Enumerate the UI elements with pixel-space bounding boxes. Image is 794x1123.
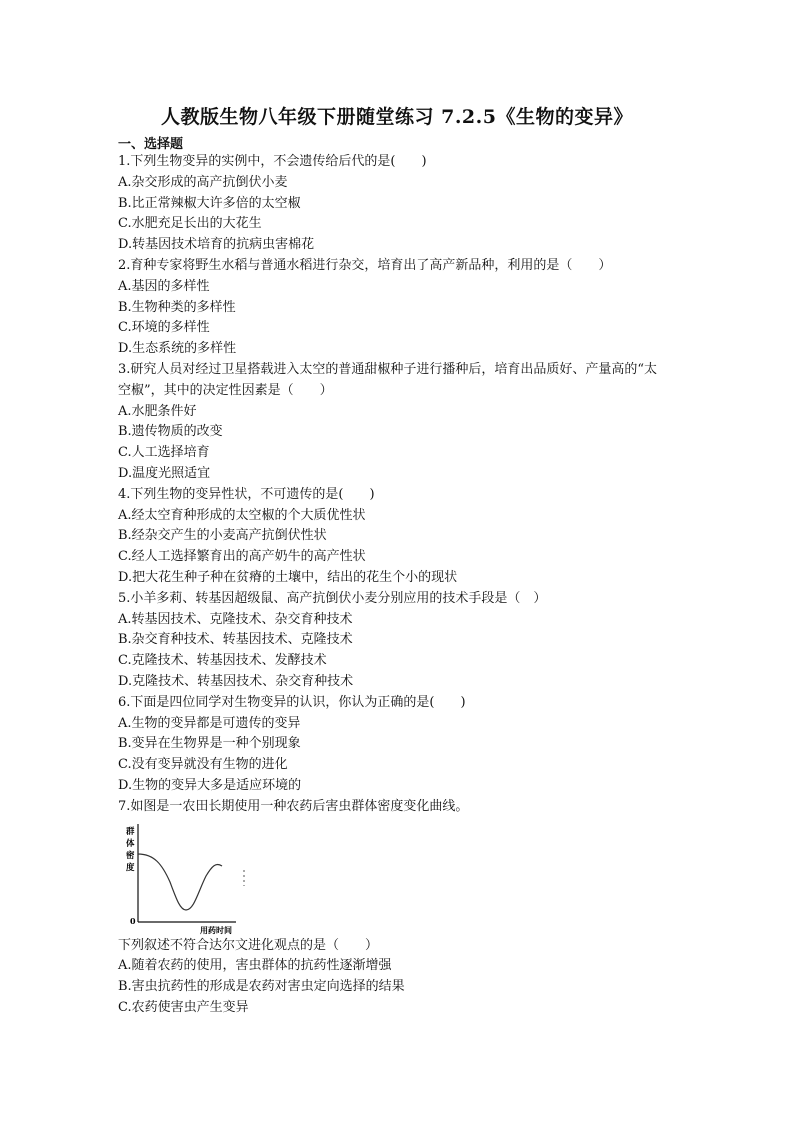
y-label-char-3: 密 — [126, 850, 135, 861]
question-7-option-a: A.随着农药的使用，害虫群体的抗药性逐渐增强 — [118, 958, 392, 974]
question-7-option-b: B.害虫抗药性的形成是农药对害虫定向选择的结果 — [118, 979, 405, 995]
question-4-option-d: D.把大花生种子种在贫瘠的土壤中，结出的花生个小的现状 — [118, 569, 458, 585]
question-6-option-a: A.生物的变异都是可遗传的变异 — [118, 715, 301, 731]
question-3-option-a: A.水肥条件好 — [118, 403, 197, 419]
question-3-option-d: D.温度光照适宜 — [118, 465, 211, 481]
question-list — [118, 152, 708, 1019]
y-label-char-2: 体 — [126, 838, 135, 849]
pest-density-graph — [118, 818, 278, 936]
question-1-option-b: B.比正常辣椒大许多倍的太空椒 — [118, 195, 301, 211]
question-3-stem-line-1: 3.研究人员对经过卫星搭载进入太空的普通甜椒种子进行播种后，培育出品质好、产量高的“太 — [118, 361, 658, 377]
y-label-char-4: 度 — [126, 862, 135, 873]
question-6-option-d: D.生物的变异大多是适应环境的 — [118, 777, 302, 793]
document-title: 人教版生物八年级下册随堂练习 7.2.5《生物的变异》 — [160, 106, 633, 128]
origin-label: 0 — [130, 915, 136, 926]
pest-density-figure — [118, 818, 678, 936]
question-3-option-c: C.人工选择培育 — [118, 445, 210, 461]
question-5-option-c: C.克隆技术、转基因技术、发酵技术 — [118, 653, 327, 669]
question-3-option-b: B.遗传物质的改变 — [118, 424, 223, 440]
question-4-stem: 4.下列生物的变异性状，不可遗传的是( ) — [118, 486, 375, 502]
question-5-stem: 5.小羊多莉、转基因超级鼠、高产抗倒伏小麦分别应用的技术手段是（ ） — [118, 590, 547, 606]
question-1-option-c: C.水肥充足长出的大花生 — [118, 216, 262, 232]
question-1-stem: 1.下列生物变异的实例中，不会遗传给后代的是( ) — [118, 154, 427, 169]
y-label-char-1: 群 — [126, 826, 135, 837]
question-6-stem: 6.下面是四位同学对生物变异的认识，你认为正确的是( ) — [118, 694, 466, 710]
question-5-option-a: A.转基因技术、克隆技术、杂交育种技术 — [118, 611, 353, 627]
question-5-option-d: D.克隆技术、转基因技术、杂交育种技术 — [118, 673, 354, 689]
question-4-option-a: A.经太空育种形成的太空椒的个大质优性状 — [118, 507, 366, 523]
section-heading: 一、选择题 — [118, 137, 184, 152]
question-4-option-b: B.经杂交产生的小麦高产抗倒伏性状 — [118, 528, 327, 544]
question-1-option-a: A.杂交形成的高产抗倒伏小麦 — [118, 174, 288, 190]
x-axis-label: 用药时间 — [200, 924, 232, 935]
question-1-option-d: D.转基因技术培育的抗病虫害棉花 — [118, 237, 315, 253]
question-4-option-c: C.经人工选择繁育出的高产奶牛的高产性状 — [118, 549, 366, 565]
question-6-option-c: C.没有变异就没有生物的进化 — [118, 757, 288, 773]
question-3-stem-line-2: 空椒”，其中的决定性因素是（ ） — [118, 382, 333, 398]
question-7-stem-after: 下列叙述不符合达尔文进化观点的是（ ） — [118, 937, 379, 953]
question-7-stem: 7.如图是一农田长期使用一种农药后害虫群体密度变化曲线。 — [118, 798, 469, 814]
question-2-option-c: C.环境的多样性 — [118, 320, 210, 336]
question-7-option-c: C.农药使害虫产生变异 — [118, 999, 249, 1015]
question-2-option-d: D.生态系统的多样性 — [118, 341, 237, 357]
question-6-option-b: B.变异在生物界是一种个别现象 — [118, 736, 301, 752]
question-2-option-b: B.生物种类的多样性 — [118, 299, 236, 315]
question-2-stem: 2.育种专家将野生水稻与普通水稻进行杂交，培育出了高产新品种，利用的是（ ） — [118, 257, 612, 273]
question-5-option-b: B.杂交育种技术、转基因技术、克隆技术 — [118, 632, 353, 648]
question-2-option-a: A.基因的多样性 — [118, 278, 210, 294]
pest-density-curve — [138, 854, 222, 910]
